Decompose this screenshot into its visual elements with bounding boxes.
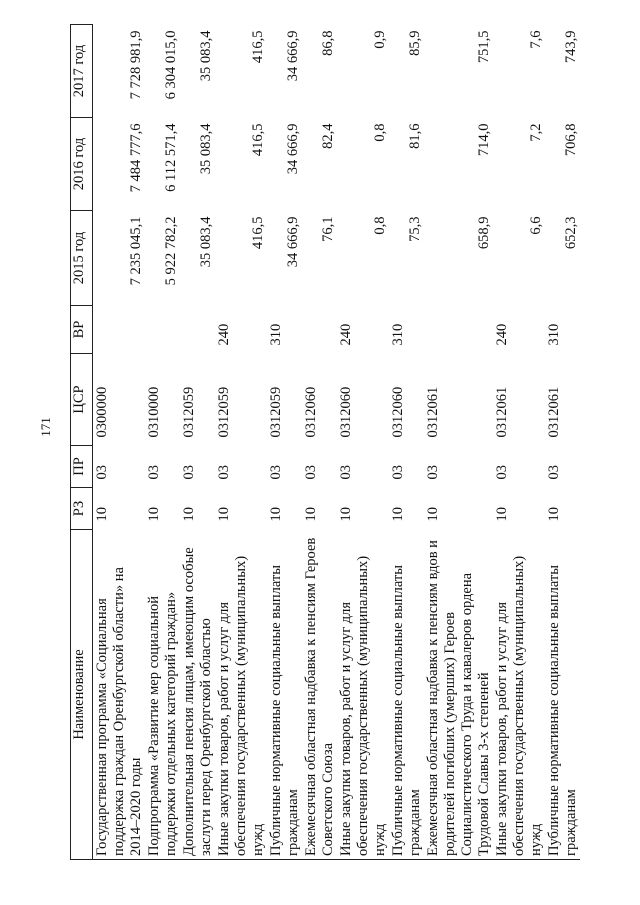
header-2017: 2017 год: [71, 25, 93, 118]
row-2017: 35 083,4: [198, 30, 214, 82]
row-vr: [424, 306, 493, 354]
header-rz: РЗ: [71, 488, 93, 530]
row-2016: 714,0: [476, 123, 492, 157]
table-row: [493, 25, 545, 860]
row-name: Подпрограмма «Развитие мер социальной поддержки отдельных категорий граждан»: [145, 530, 180, 860]
page-number: 171: [38, 417, 53, 437]
table-row: [302, 25, 337, 860]
row-csr: 0312061: [546, 386, 562, 438]
table-row: [267, 25, 302, 860]
row-rz: 10: [268, 507, 284, 522]
row-vr: 240: [338, 323, 354, 346]
row-2015: 75,3: [407, 216, 423, 242]
row-pr: 03: [303, 465, 319, 480]
row-name: Иные закупки товаров, работ и услуг для обеспечения государственных (муниципальных) нужд: [215, 530, 267, 860]
row-name: Ежемесячная областная надбавка к пенсиям вдов и родителей погибших (умерших) Героев Социалистического Труда и кавалеров ордена Трудовой Славы 3-х степеней: [424, 530, 493, 860]
row-2016: 7 484 777,6: [128, 123, 144, 193]
row-csr: 0312059: [268, 386, 284, 438]
row-name: Публичные нормативные социальные выплаты гражданам: [389, 530, 424, 860]
row-2016: 0,8: [372, 123, 388, 142]
table-row: [424, 25, 493, 860]
row-rz: 10: [546, 507, 562, 522]
row-2017: 7,6: [528, 30, 544, 49]
row-2016: 7,2: [528, 123, 544, 142]
row-2015: 5 922 782,2: [163, 216, 179, 286]
row-name: Дополнительная пенсия лицам, имеющим особые заслуги перед Оренбургской областью: [180, 530, 215, 860]
row-2017: 751,5: [476, 30, 492, 64]
row-pr: 03: [494, 465, 510, 480]
row-vr: 310: [268, 323, 284, 346]
row-csr: 0312059: [216, 386, 232, 438]
row-csr: 0312061: [425, 386, 441, 438]
row-2016: 82,4: [320, 123, 336, 149]
row-rz: 10: [94, 507, 110, 522]
header-csr: ЦСР: [71, 354, 93, 446]
row-pr: 03: [181, 465, 197, 480]
table-row: [215, 25, 267, 860]
row-name: Публичные нормативные социальные выплаты гражданам: [267, 530, 302, 860]
row-2015: 35 083,4: [198, 216, 214, 268]
row-name: Государственная программа «Социальная поддержка граждан Оренбургской области» на 2014–2020 годы: [93, 530, 146, 860]
row-name: Иные закупки товаров, работ и услуг для обеспечения государственных (муниципальных) нужд: [493, 530, 545, 860]
row-2015: 34 666,9: [285, 216, 301, 268]
row-rz: 10: [146, 507, 162, 522]
row-2017: 86,8: [320, 30, 336, 56]
row-pr: 03: [425, 465, 441, 480]
table-row: [93, 25, 146, 860]
row-rz: 10: [303, 507, 319, 522]
row-csr: 0310000: [146, 386, 162, 438]
header-2015: 2015 год: [71, 211, 93, 306]
row-vr: 310: [390, 323, 406, 346]
row-pr: 03: [390, 465, 406, 480]
row-vr: [302, 306, 337, 354]
row-name: Публичные нормативные социальные выплаты гражданам: [545, 530, 580, 860]
table-row: [180, 25, 215, 860]
row-2017: 416,5: [250, 30, 266, 64]
row-pr: 03: [146, 465, 162, 480]
row-pr: 03: [216, 465, 232, 480]
row-2017: 85,9: [407, 30, 423, 56]
table-row: [389, 25, 424, 860]
row-name: Ежемесячная областная надбавка к пенсиям Героев Советского Союза: [302, 530, 337, 860]
row-rz: 10: [338, 507, 354, 522]
row-vr: [93, 306, 146, 354]
row-2017: 7 728 981,9: [128, 30, 144, 100]
row-2015: 416,5: [250, 216, 266, 250]
table-row: [337, 25, 389, 860]
budget-table: [70, 24, 580, 860]
row-vr: 240: [216, 323, 232, 346]
header-2016: 2016 год: [71, 118, 93, 211]
header-vr: ВР: [71, 306, 93, 354]
header-name: Наименование: [71, 530, 93, 860]
row-2015: 658,9: [476, 216, 492, 250]
row-pr: 03: [94, 465, 110, 480]
row-rz: 10: [494, 507, 510, 522]
row-2017: 6 304 015,0: [163, 30, 179, 100]
row-csr: 0300000: [94, 386, 110, 438]
row-csr: 0312059: [181, 386, 197, 438]
row-2017: 0,9: [372, 30, 388, 49]
row-2016: 34 666,9: [285, 123, 301, 175]
row-2017: 743,9: [563, 30, 579, 64]
row-rz: 10: [181, 507, 197, 522]
row-vr: 240: [494, 323, 510, 346]
row-vr: [145, 306, 180, 354]
header-pr: ПР: [71, 446, 93, 488]
row-pr: 03: [338, 465, 354, 480]
row-pr: 03: [546, 465, 562, 480]
row-2016: 416,5: [250, 123, 266, 157]
row-csr: 0312060: [338, 386, 354, 438]
row-2015: 0,8: [372, 216, 388, 235]
table-row: [145, 25, 180, 860]
row-csr: 0312061: [494, 386, 510, 438]
row-2017: 34 666,9: [285, 30, 301, 82]
row-2016: 6 112 571,4: [163, 123, 179, 192]
table-header-row: [71, 25, 93, 860]
row-2016: 81,6: [407, 123, 423, 149]
row-rz: 10: [216, 507, 232, 522]
rotated-table-container: [70, 25, 580, 860]
row-vr: 310: [546, 323, 562, 346]
row-vr: [180, 306, 215, 354]
row-2016: 35 083,4: [198, 123, 214, 175]
row-csr: 0312060: [390, 386, 406, 438]
row-2015: 7 235 045,1: [128, 216, 144, 286]
row-csr: 0312060: [303, 386, 319, 438]
row-2015: 652,3: [563, 216, 579, 250]
row-pr: 03: [268, 465, 284, 480]
row-2016: 706,8: [563, 123, 579, 157]
row-rz: 10: [425, 507, 441, 522]
row-rz: 10: [390, 507, 406, 522]
row-2015: 76,1: [320, 216, 336, 242]
row-name: Иные закупки товаров, работ и услуг для обеспечения государственных (муниципальных) нужд: [337, 530, 389, 860]
row-2015: 6,6: [528, 216, 544, 235]
table-row: [545, 25, 580, 860]
